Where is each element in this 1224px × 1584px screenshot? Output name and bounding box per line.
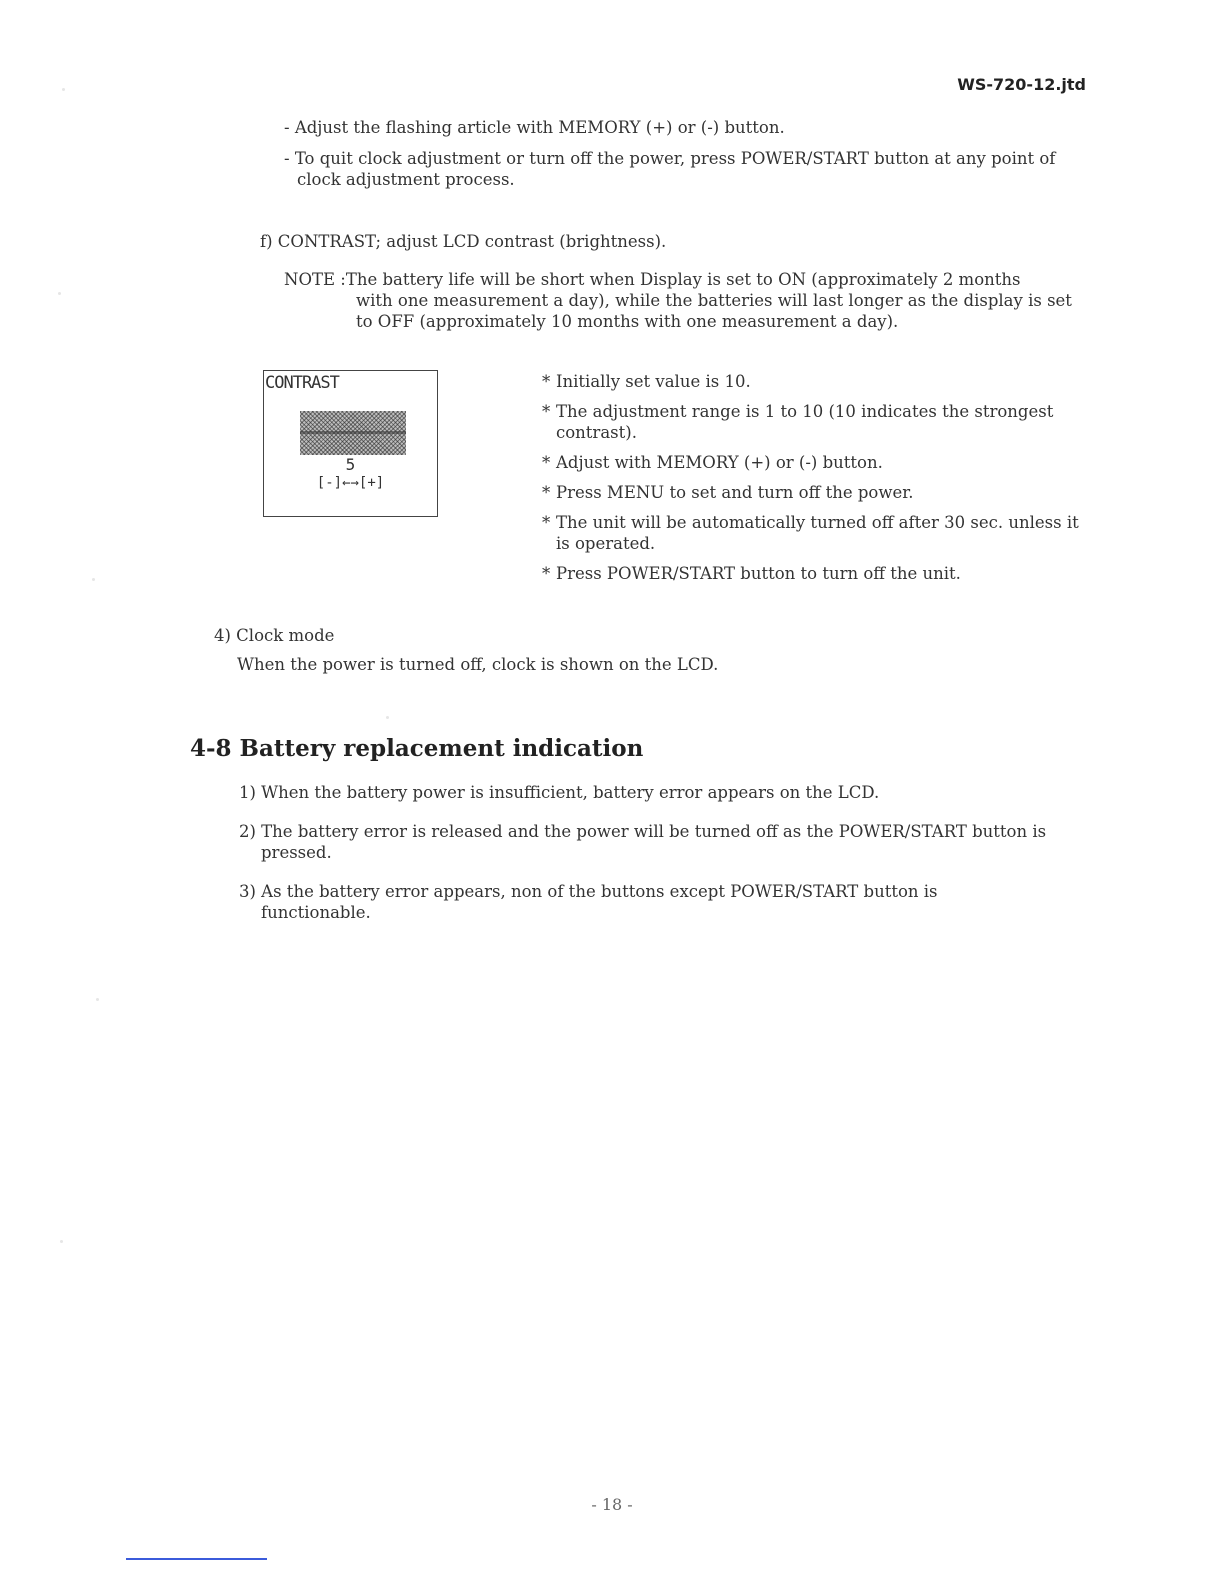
lcd-key-hint: [-]←→[+] (316, 475, 385, 491)
scan-speck (386, 716, 389, 719)
section-heading-battery: 4-8 Battery replacement indication (190, 735, 644, 762)
lcd-bar-stripe (300, 431, 406, 434)
page-number: - 18 - (591, 1495, 633, 1514)
bullet-text: The unit will be automatically turned off after 30 sec. unless it is operated. (556, 513, 1079, 553)
battery-item-3: 3) As the battery error appears, non of the buttons except POWER/START button is functionable. (239, 882, 938, 922)
scan-speck (60, 1240, 63, 1243)
lcd-contrast-value: 5 (345, 455, 356, 474)
battery-item-2: 2) The battery error is released and the power will be turned off as the POWER/START button is pressed. (239, 822, 1047, 862)
bullet-text: Press MENU to set and turn off the power. (556, 483, 914, 502)
contrast-bullet (542, 401, 1092, 443)
clock-mode-text: When the power is turned off, clock is shown on the LCD. (237, 655, 719, 674)
bullet-marker: * (542, 402, 551, 421)
document-id: WS-720-12.jtd (957, 75, 1086, 94)
contrast-bullet (542, 371, 1092, 392)
clock-adjust-line-2: - To quit clock adjustment or turn off the power, press POWER/START button at any point of clock adjustment process. (284, 149, 1056, 189)
bullet-text: Press POWER/START button to turn off the unit. (556, 564, 961, 583)
battery-note-first-line: NOTE :The battery life will be short when Display is set to ON (approximately 2 months (284, 270, 1021, 289)
bullet-text: The adjustment range is 1 to 10 (10 indicates the strongest contrast). (556, 402, 1054, 442)
contrast-bullet (542, 452, 1092, 473)
battery-item-1: 1) When the battery power is insufficient, battery error appears on the LCD. (239, 783, 880, 802)
scan-speck (62, 88, 65, 91)
scan-artifact-line (126, 1558, 267, 1560)
scan-speck (96, 998, 99, 1001)
battery-note-continuation: with one measurement a day), while the batteries will last longer as the display is set to OFF (approximately 10 months with one measurement a day). (356, 291, 1072, 331)
lcd-contrast-screen (263, 370, 438, 517)
battery-note (284, 269, 1084, 332)
scan-speck (58, 292, 61, 295)
bullet-marker: * (542, 564, 551, 583)
contrast-bullet (542, 563, 1092, 584)
bullet-text: Adjust with MEMORY (+) or (-) button. (556, 453, 883, 472)
bullet-marker: * (542, 453, 551, 472)
lcd-contrast-bar (300, 411, 406, 455)
clock-mode-heading: 4) Clock mode (214, 626, 335, 645)
contrast-heading: f) CONTRAST; adjust LCD contrast (brightness). (260, 232, 667, 251)
contrast-bullet (542, 482, 1092, 503)
bullet-marker: * (542, 372, 551, 391)
clock-adjust-line-1: - Adjust the flashing article with MEMORY (+) or (-) button. (284, 118, 785, 137)
contrast-bullet (542, 512, 1092, 554)
bullet-text: Initially set value is 10. (556, 372, 751, 391)
lcd-title: CONTRAST (265, 373, 339, 393)
contrast-bullet-list (542, 371, 1092, 593)
bullet-marker: * (542, 483, 551, 502)
bullet-marker: * (542, 513, 551, 532)
scan-speck (92, 578, 95, 581)
